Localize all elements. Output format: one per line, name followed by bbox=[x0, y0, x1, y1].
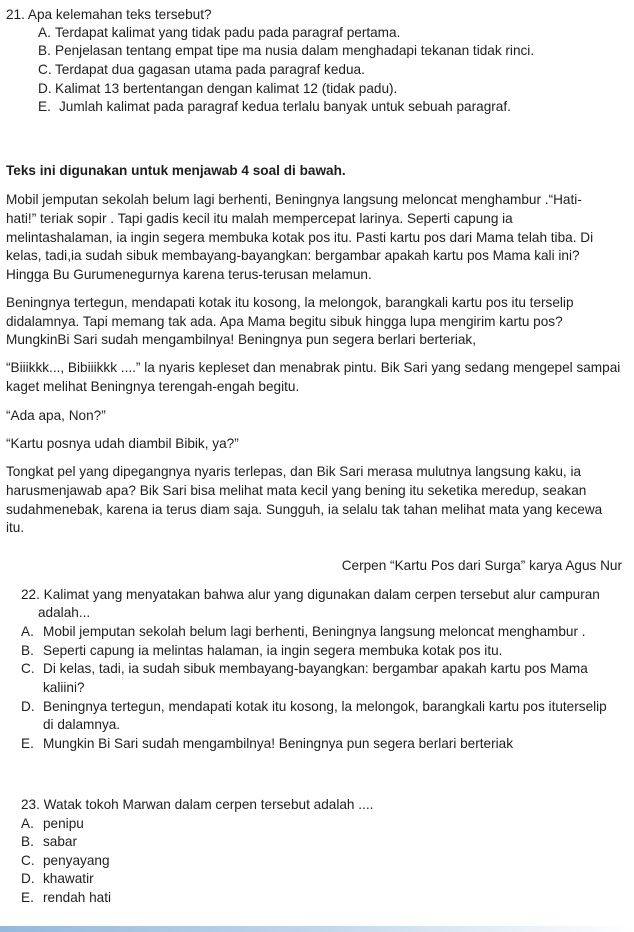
q21-option-a[interactable] bbox=[38, 24, 400, 42]
q22-option-d[interactable] bbox=[21, 698, 607, 716]
option-text: khawatir bbox=[43, 871, 94, 886]
q21-title: 21. Apa kelemahan teks tersebut? bbox=[6, 7, 212, 22]
story-line: Tongkat pel yang dipegangnya nyaris terlepas, dan Bik Sari merasa mulutnya langsung kaku, ia bbox=[6, 464, 582, 479]
q22-option-d-continued: di dalamnya. bbox=[43, 717, 121, 732]
option-text: Penjelasan tentang empat tipe ma nusia dalam menghadapi tekanan tidak rinci. bbox=[55, 43, 535, 58]
q22-title-continued: adalah... bbox=[38, 605, 91, 620]
option-letter: A. bbox=[38, 25, 51, 40]
q22-title: 22. Kalimat yang menyatakan bahwa alur yang digunakan dalam cerpen tersebut alur campuran bbox=[21, 587, 600, 602]
q21-option-c[interactable] bbox=[38, 61, 365, 79]
story-line: itu. bbox=[6, 520, 25, 535]
option-letter: B. bbox=[21, 834, 34, 849]
q21-option-d[interactable] bbox=[38, 80, 397, 98]
option-letter: B. bbox=[38, 43, 51, 58]
option-text: Mobil jemputan sekolah belum lagi berhenti, Beningnya langsung meloncat menghambur . bbox=[43, 624, 586, 639]
option-text: Seperti capung ia melintas halaman, ia ingin segera membuka kotak pos itu. bbox=[43, 643, 503, 658]
story-line: Mobil jemputan sekolah belum lagi berhenti, Beningnya langsung meloncat menghambur .“Hati- bbox=[6, 192, 582, 207]
option-text: sabar bbox=[43, 834, 78, 849]
q21-option-e[interactable] bbox=[38, 98, 511, 116]
q22-option-e[interactable] bbox=[21, 735, 513, 753]
option-letter: E. bbox=[21, 736, 34, 751]
story-line: Hingga Bu Gurumenegurnya karena terus-terusan melamun. bbox=[6, 267, 372, 282]
story-line: hati!” teriak sopir . Tapi gadis kecil itu malah mempercepat larinya. Seperti capung ia bbox=[6, 211, 513, 226]
bottom-edge-divider bbox=[0, 926, 634, 932]
q22-option-a[interactable] bbox=[21, 623, 586, 641]
story-line: sudahmenebak, karena ia terus diam saja. Sungguh, ia selalu tak tahan melihat mata yang kecewa bbox=[6, 502, 603, 517]
story-line: “Biiikkk..., Bibiiikkk ....” la nyaris kepleset dan menabrak pintu. Bik Sari yang sedang mengepel sampai bbox=[6, 360, 621, 375]
instruction-heading: Teks ini digunakan untuk menjawab 4 soal di bawah. bbox=[6, 163, 346, 178]
option-text: Mungkin Bi Sari sudah mengambilnya! Beningnya pun segera berlari berteriak bbox=[43, 736, 514, 751]
option-letter: D. bbox=[21, 699, 35, 714]
story-line: Beningnya tertegun, mendapati kotak itu kosong, la melongok, barangkali kartu pos itu terselip bbox=[6, 295, 574, 310]
q22-option-c[interactable] bbox=[21, 660, 588, 678]
story-dialogue: “Ada apa, Non?” bbox=[6, 408, 106, 423]
story-dialogue: “Kartu posnya udah diambil Bibik, ya?” bbox=[6, 436, 239, 451]
story-source: Cerpen “Kartu Pos dari Surga” karya Agus Nur bbox=[341, 558, 622, 573]
story-line: kaget melihat Beningnya terengah-engah begitu. bbox=[6, 379, 300, 394]
option-letter: D. bbox=[21, 871, 35, 886]
option-letter: E. bbox=[38, 99, 51, 114]
option-letter: B. bbox=[21, 643, 34, 658]
story-line: harusmenjawab apa? Bik Sari bisa melihat mata kecil yang bening itu seketika meredup, seakan bbox=[6, 483, 587, 498]
option-text: penipu bbox=[43, 816, 84, 831]
option-text: Terdapat dua gagasan utama pada paragraf kedua. bbox=[55, 62, 365, 77]
option-letter: E. bbox=[21, 890, 34, 905]
option-text: Kalimat 13 bertentangan dengan kalimat 12 (tidak padu). bbox=[55, 81, 398, 96]
story-line: melintashalaman, ia ingin segera membuka kotak pos itu. Pasti kartu pos dari Mama telah tiba. Di bbox=[6, 230, 594, 245]
q21-option-b[interactable] bbox=[38, 42, 534, 60]
option-letter: C. bbox=[21, 661, 35, 676]
q22-option-c-continued: kaliini? bbox=[43, 680, 85, 695]
story-line: kelas, tadi,ia sudah sibuk membayang-bayangkan: bergambar apakah kartu pos Mama kali ini? bbox=[6, 248, 580, 263]
option-text: Jumlah kalimat pada paragraf kedua terlalu banyak untuk sebuah paragraf. bbox=[59, 99, 511, 114]
option-text: Di kelas, tadi, ia sudah sibuk membayang-bayangkan: bergambar apakah kartu pos Mama bbox=[43, 661, 588, 676]
option-letter: C. bbox=[21, 853, 35, 868]
q23-option-a[interactable] bbox=[21, 815, 84, 833]
q23-option-e[interactable] bbox=[21, 889, 111, 907]
q23-option-d[interactable] bbox=[21, 870, 94, 888]
story-line: didalamnya. Tapi memang tak ada. Apa Mama begitu sibuk hingga lupa mengirim kartu pos? bbox=[6, 314, 563, 329]
option-letter: A. bbox=[21, 816, 34, 831]
option-text: rendah hati bbox=[43, 890, 112, 905]
option-letter: C. bbox=[38, 62, 52, 77]
q23-title: 23. Watak tokoh Marwan dalam cerpen tersebut adalah .... bbox=[21, 797, 374, 812]
option-letter: A. bbox=[21, 624, 34, 639]
option-text: Beningnya tertegun, mendapati kotak itu kosong, la melongok, barangkali kartu pos ituterselip bbox=[43, 699, 607, 714]
option-letter: D. bbox=[38, 81, 52, 96]
option-text: penyayang bbox=[43, 853, 110, 868]
option-text: Terdapat kalimat yang tidak padu pada paragraf pertama. bbox=[55, 25, 401, 40]
q23-option-c[interactable] bbox=[21, 852, 110, 870]
q23-option-b[interactable] bbox=[21, 833, 77, 851]
q22-option-b[interactable] bbox=[21, 642, 502, 660]
story-line: MungkinBi Sari sudah mengambilnya! Beningnya pun segera berlari berteriak, bbox=[6, 332, 477, 347]
